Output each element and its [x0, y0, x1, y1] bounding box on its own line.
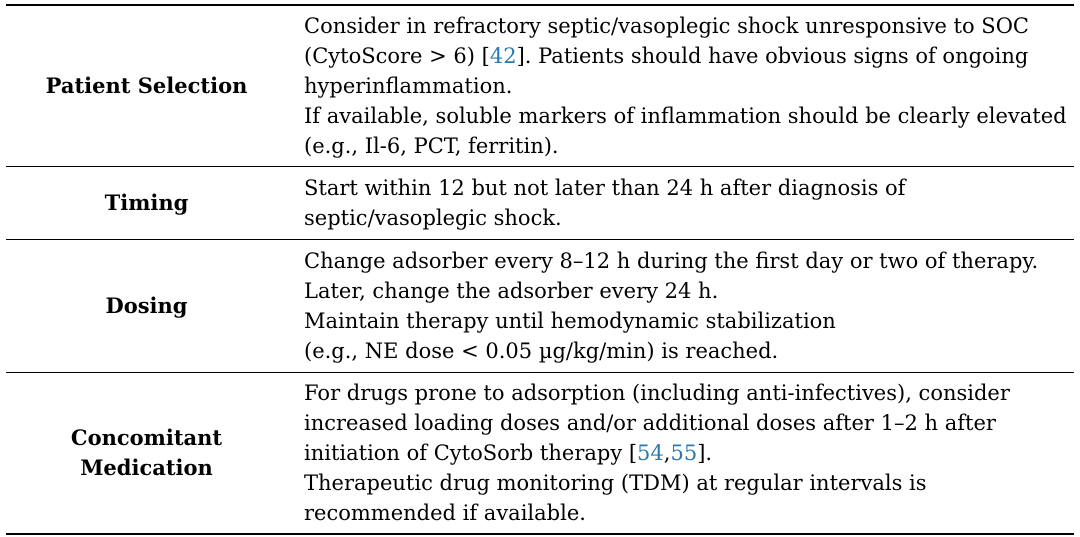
row-label-dosing: Dosing	[6, 239, 287, 372]
table-row	[6, 166, 1074, 239]
citation-separator: ,	[663, 440, 671, 465]
text-line: initiation of CytoSorb therapy [54,55].	[304, 440, 713, 465]
text-line: Consider in refractory septic/vasoplegic shock unresponsive to SOC	[304, 13, 1029, 38]
text-line: (CytoScore > 6) [42]. Patients should have obvious signs of ongoing	[304, 43, 1029, 68]
table-row	[6, 372, 1074, 534]
citation-link[interactable]: 55	[670, 440, 698, 465]
text-line: (e.g., NE dose < 0.05 µg/kg/min) is reached.	[304, 338, 779, 363]
row-label-timing: Timing	[6, 166, 287, 239]
row-label-concomitant-medication: Concomitant Medication	[6, 372, 287, 534]
text-line: If available, soluble markers of inflammation should be clearly elevated	[304, 103, 1067, 128]
text-line: increased loading doses and/or additional doses after 1–2 h after	[304, 410, 996, 435]
text-line: Change adsorber every 8–12 h during the first day or two of therapy.	[304, 248, 1039, 273]
table-row	[6, 239, 1074, 372]
text-line: hyperinflammation.	[304, 73, 513, 98]
text-line: septic/vasoplegic shock.	[304, 205, 562, 230]
text-line: Start within 12 but not later than 24 h after diagnosis of	[304, 175, 906, 200]
text-line: Later, change the adsorber every 24 h.	[304, 278, 719, 303]
row-content-timing	[287, 166, 1074, 239]
row-label-patient-selection: Patient Selection	[6, 5, 287, 166]
citation-link[interactable]: 42	[489, 43, 517, 68]
text-line: recommended if available.	[304, 500, 586, 525]
table-row	[6, 5, 1074, 166]
row-content-patient-selection	[287, 5, 1074, 166]
text-line: For drugs prone to adsorption (including anti-infectives), consider	[304, 380, 1010, 405]
row-content-dosing	[287, 239, 1074, 372]
row-content-concomitant-medication	[287, 372, 1074, 534]
text-line: Maintain therapy until hemodynamic stabilization	[304, 308, 836, 333]
text-line: Therapeutic drug monitoring (TDM) at regular intervals is	[304, 470, 927, 495]
recommendation-table	[6, 4, 1074, 535]
citation-link[interactable]: 54	[637, 440, 664, 465]
text-line: (e.g., Il-6, PCT, ferritin).	[304, 133, 559, 158]
